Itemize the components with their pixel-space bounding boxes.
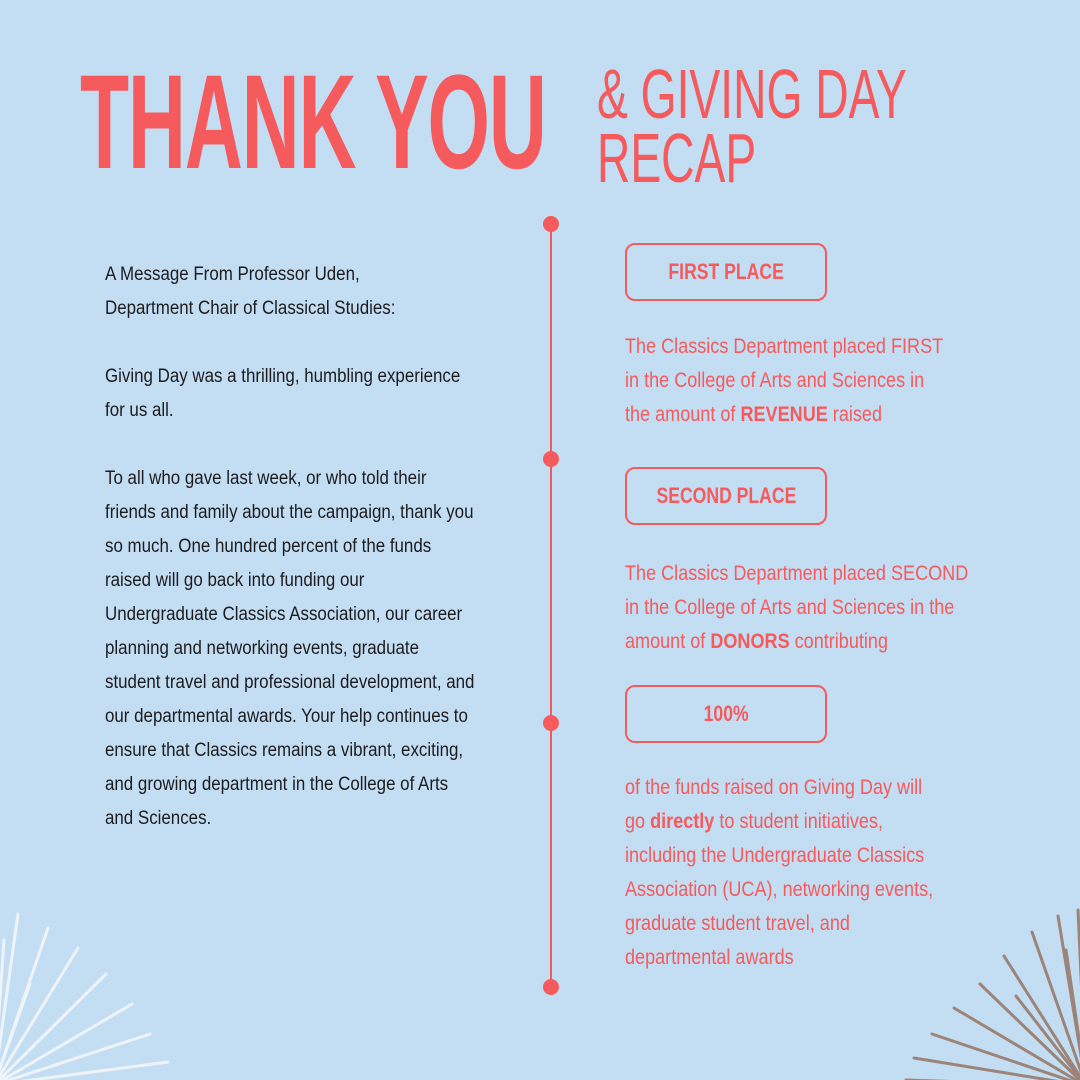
timeline-dot-third xyxy=(543,715,559,731)
first-place-badge-label: FIRST PLACE xyxy=(668,259,784,284)
message-intro xyxy=(105,258,480,326)
second-place-line-1: The Classics Department placed SECOND xyxy=(625,562,969,585)
chair-message xyxy=(105,258,480,870)
hundred-percent-badge-label: 100% xyxy=(703,701,749,726)
starburst-left-decoration xyxy=(0,880,200,1080)
first-place-line-1: The Classics Department placed FIRST xyxy=(625,335,944,358)
message-paragraph-2-text: To all who gave last week, or who told their friends and family about the campaign, thank you so much. One hundred percent of the funds raised will go back into funding our Undergraduate Classics Association, our career planning and networking events, graduate student travel and professional development, and our departmental awards. Your help continues to ensure that Classics remains a vibrant, exciting, and growing department in the College of Arts and Sciences. xyxy=(105,468,475,829)
timeline-dot-second xyxy=(543,451,559,467)
timeline-line xyxy=(550,224,552,988)
message-paragraph-1 xyxy=(105,360,480,428)
page-subtitle xyxy=(597,55,1017,197)
page-title-text: THANK YOU xyxy=(80,48,546,197)
hundred-percent-line-2 xyxy=(625,805,986,839)
directly-emphasis: directly xyxy=(650,810,715,833)
second-place-badge-label: SECOND PLACE xyxy=(656,483,796,508)
message-intro-line-2: Department Chair of Classical Studies: xyxy=(105,298,396,319)
revenue-emphasis: REVENUE xyxy=(740,403,828,426)
hundred-percent-line-1: of the funds raised on Giving Day will xyxy=(625,776,923,799)
second-place-description xyxy=(625,557,1045,659)
hundred-percent-line-6: departmental awards xyxy=(625,946,794,969)
second-place-line-3-end: contributing xyxy=(789,630,889,653)
first-place-line-3 xyxy=(625,398,986,432)
hundred-percent-line-2-end: to student initiatives, xyxy=(714,810,884,833)
donors-emphasis: DONORS xyxy=(710,630,790,653)
message-intro-line-1: A Message From Professor Uden, xyxy=(105,264,360,285)
first-place-line-2: in the College of Arts and Sciences in xyxy=(625,369,925,392)
message-paragraph-2 xyxy=(105,462,480,836)
message-paragraph-1-text: Giving Day was a thrilling, humbling experience for us all. xyxy=(105,366,461,421)
second-place-badge xyxy=(625,467,827,525)
page-subtitle-line-1: & GIVING DAY xyxy=(597,55,907,133)
hundred-percent-badge xyxy=(625,685,827,743)
hundred-percent-line-2-start: go xyxy=(625,810,651,833)
second-place-line-3-start: amount of xyxy=(625,630,711,653)
timeline-dot-bottom xyxy=(543,979,559,995)
hundred-percent-description xyxy=(625,771,1045,975)
hundred-percent-line-3: including the Undergraduate Classics xyxy=(625,844,925,867)
second-place-line-3 xyxy=(625,625,986,659)
first-place-line-3-end: raised xyxy=(827,403,882,426)
first-place-badge xyxy=(625,243,827,301)
first-place-line-3-start: the amount of xyxy=(625,403,741,426)
page-subtitle-line-2: RECAP xyxy=(597,119,757,197)
first-place-description xyxy=(625,330,1045,432)
second-place-line-2: in the College of Arts and Sciences in the xyxy=(625,596,955,619)
hundred-percent-line-4: Association (UCA), networking events, xyxy=(625,878,934,901)
page-title xyxy=(80,48,560,197)
timeline-dot-top xyxy=(543,216,559,232)
hundred-percent-line-5: graduate student travel, and xyxy=(625,912,850,935)
